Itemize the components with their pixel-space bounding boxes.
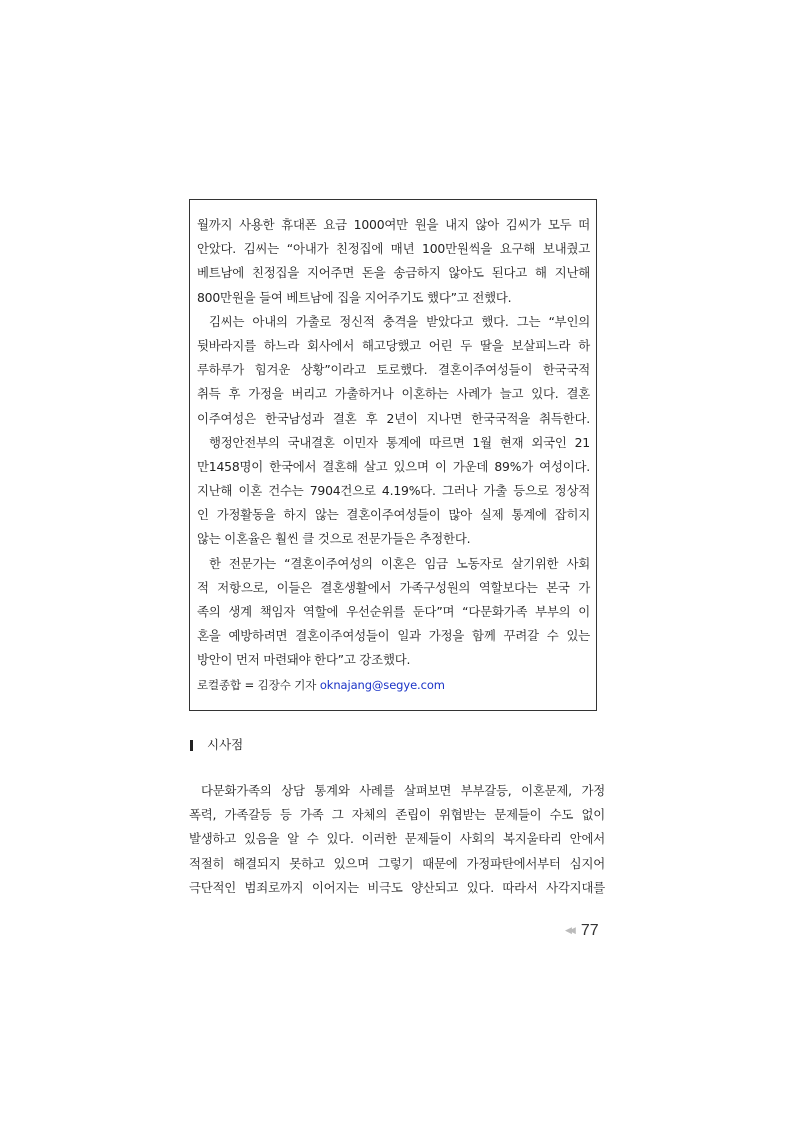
article-line: 혼을 예방하려면 결혼이주여성들이 일과 가정을 함께 꾸려갈 수 있는 xyxy=(197,628,590,644)
article-line: 지난해 이혼 건수는 7904건으로 4.19%다. 그러나 가출 등으로 정상적 xyxy=(197,483,590,499)
page-number: 77 xyxy=(580,922,599,939)
article-line: 족의 생계 책임자 역할에 우선순위를 둔다”며 “다문화가족 부부의 이 xyxy=(197,604,590,619)
byline-email-link[interactable]: oknajang@segye.com xyxy=(319,677,445,692)
byline-text: 로컬종합 = 김장수 기자 xyxy=(197,677,320,692)
article-line: 적 저항으로, 이들은 결혼생활에서 가족구성원의 역할보다는 본국 가 xyxy=(197,579,590,595)
section-heading xyxy=(190,736,243,754)
article-line: 이주여성은 한국남성과 결혼 후 2년이 지나면 한국국적을 취득한다. xyxy=(197,410,590,426)
article-byline xyxy=(197,674,590,696)
body-line: 발생하고 있음을 알 수 있다. 이러한 문제들이 사회의 복지울타리 안에서 xyxy=(189,831,605,847)
section-title: 시사점 xyxy=(207,737,244,752)
double-arrow-left-icon: ◀◀ xyxy=(565,926,573,936)
article-line: 800만원을 들여 베트남에 집을 지어주기도 했다”고 전했다. xyxy=(197,289,512,305)
body-paragraph xyxy=(189,779,605,900)
article-line: 월까지 사용한 휴대폰 요금 1000여만 원을 내지 않아 김씨가 모두 떠 xyxy=(197,217,590,232)
article-line: 한 전문가는 “결혼이주여성의 이혼은 임금 노동자로 살기위한 사회 xyxy=(209,555,590,571)
article-line: 만1458명이 한국에서 결혼해 살고 있으며 이 가운데 89%가 여성이다. xyxy=(197,458,590,474)
article-line: 루하루가 힘겨운 상황”이라고 토로했다. 결혼이주여성들이 한국국적 xyxy=(197,362,590,378)
article-line: 행정안전부의 국내결혼 이민자 통계에 따르면 1월 현재 외국인 21 xyxy=(209,434,590,450)
body-line: 다문화가족의 상담 통계와 사례를 살펴보면 부부갈등, 이혼문제, 가정 xyxy=(201,783,605,798)
page-footer xyxy=(565,922,599,940)
article-line: 취득 후 가정을 버리고 가출하거나 이혼하는 사례가 늘고 있다. 결혼 xyxy=(197,386,590,402)
article-line: 뒷바라지를 하느라 회사에서 해고당했고 어린 두 딸을 보살피느라 하 xyxy=(197,337,590,353)
section-marker-bar xyxy=(190,740,193,751)
body-line: 폭력, 가족갈등 등 가족 그 자체의 존립이 위협받는 문제들이 수도 없이 xyxy=(189,807,605,823)
article-line: 김씨는 아내의 가출로 정신적 충격을 받았다고 했다. 그는 “부인의 xyxy=(209,313,590,329)
body-line: 극단적인 범죄로까지 이어지는 비극도 양산되고 있다. 따라서 사각지대를 xyxy=(189,879,605,895)
article-quote-box xyxy=(189,199,597,711)
article-line: 인 가정활동을 하지 않는 결혼이주여성들이 많아 실제 통계에 잡히지 xyxy=(197,507,590,523)
article-line: 안았다. 김씨는 “아내가 친정집에 매년 100만원씩을 요구해 보내줬고 xyxy=(197,241,590,257)
article-line: 방안이 먼저 마련돼야 한다”고 강조했다. xyxy=(197,652,411,668)
article-line: 않는 이혼율은 훨씬 클 것으로 전문가들은 추정한다. xyxy=(197,531,471,547)
body-line: 적절히 해결되지 못하고 있으며 그렇기 때문에 가정파탄에서부터 심지어 xyxy=(189,855,605,871)
article-line: 베트남에 친정집을 지어주면 돈을 송금하지 않아도 된다고 해 지난해 xyxy=(197,265,590,281)
